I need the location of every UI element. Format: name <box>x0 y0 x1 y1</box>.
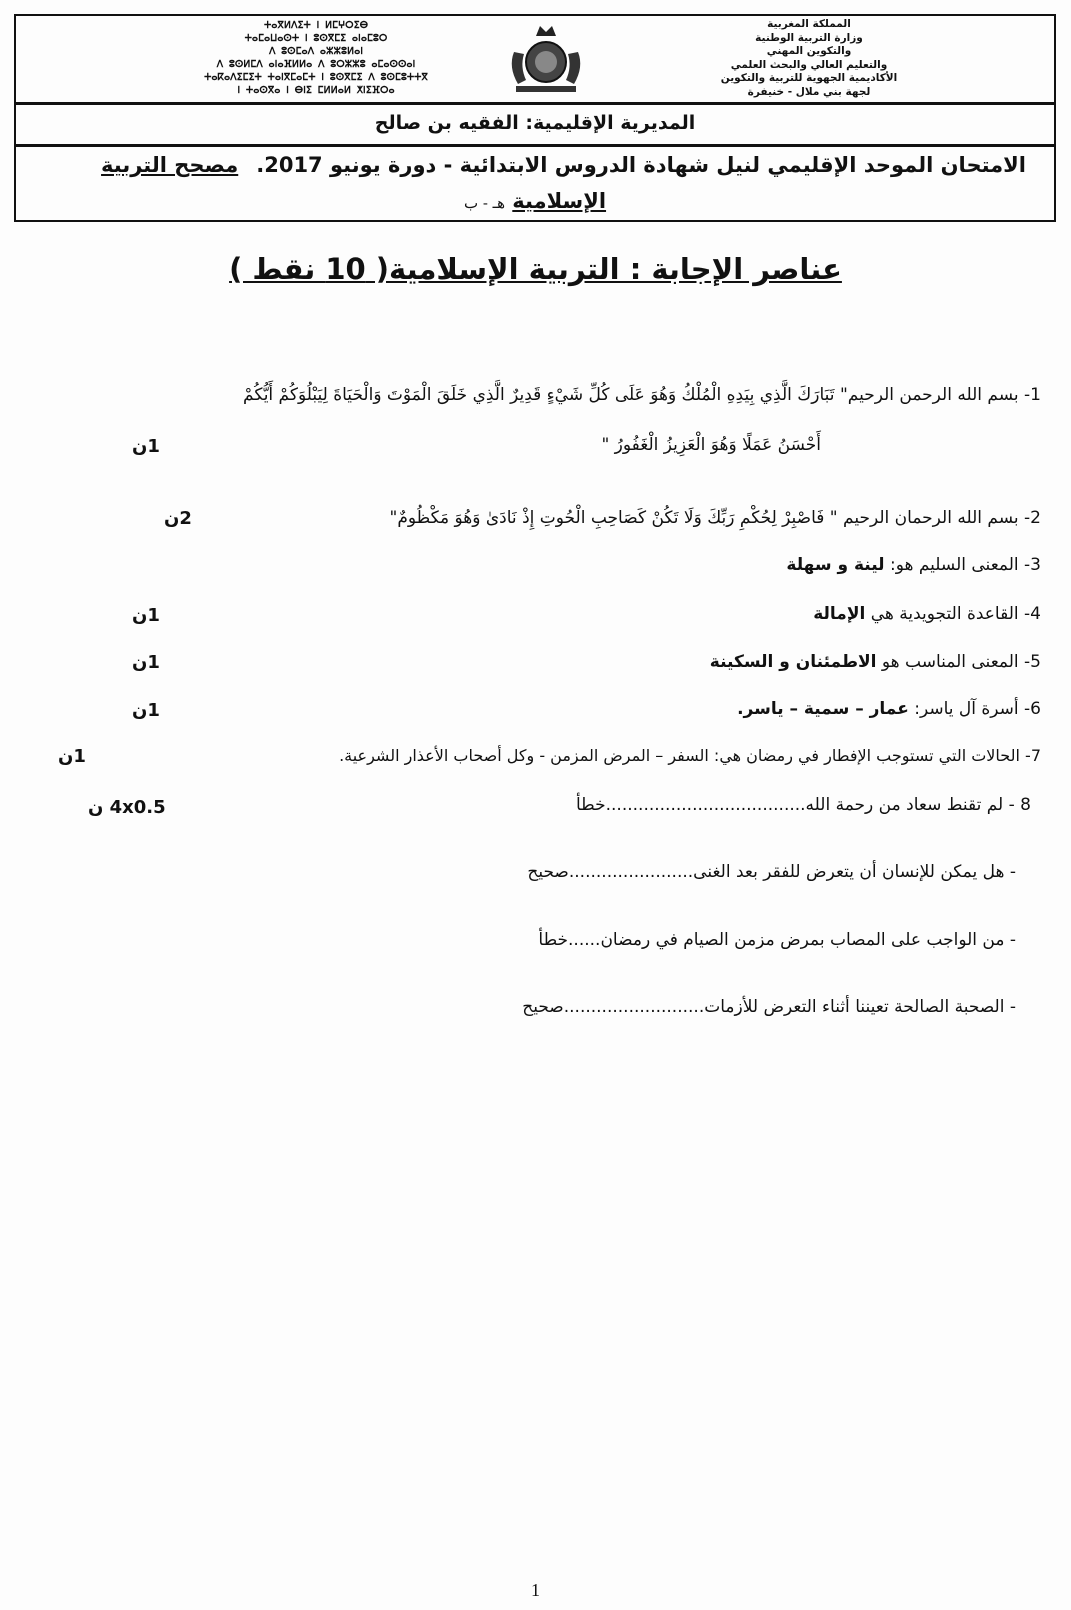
points: 1ن <box>132 436 160 457</box>
answer-1-cont: أَحْسَنُ عَمَلًا وَهُوَ الْعَزِيزُ الْغَفُورُ " <box>601 435 821 455</box>
directorate: المديرية الإقليمية: الفقيه بن صالح <box>16 102 1054 147</box>
arabic-line: والتعليم العالي والبحث العلمي <box>730 58 888 71</box>
tifinagh-ministry-name <box>116 19 516 97</box>
tifinagh-line: ⴷ ⵓⵙⵎⴰⴷ ⴰⵣⵣⵓⵍⴰⵏ <box>268 46 364 57</box>
answer-8: 8 - لم تقنط سعاد من رحمة الله.....................................خطأ <box>575 795 1031 815</box>
points: 1ن <box>132 700 160 721</box>
tifinagh-line: ⵜⴰⴽⴰⴷⵉⵎⵉⵜ ⵜⴰⵏⴳⵎⴰⵎⵜ ⵏ ⵓⵙⴳⵎⵉ ⴷ ⵓⵙⵎⵓⵜⵜⴳ <box>204 72 428 83</box>
subject-label: مصحح التربية <box>101 153 239 177</box>
exam-info <box>16 147 1054 222</box>
answer-5 <box>710 652 1041 672</box>
points: 1ن <box>132 652 160 673</box>
answer-8d: - الصحبة الصالحة تعيننا أثناء التعرض للأزمات..........................صحيح <box>522 997 1016 1017</box>
answer-value: الإمالة <box>813 604 866 624</box>
moroccan-coat-of-arms-icon <box>506 22 586 96</box>
answer-value: عمار – سمية – ياسر. <box>737 699 909 719</box>
points: 2ن <box>164 508 192 529</box>
arabic-line: وزارة التربية الوطنية <box>755 31 863 44</box>
answer-7: 7- الحالات التي تستوجب الإفطار في رمضان هي: السفر – المرض المزمن - وكل أصحاب الأعذار الشرعية. <box>339 746 1041 765</box>
tifinagh-line: ⵏ ⵜⴰⵙⴳⴰ ⵏ ⴱⵏⵉ ⵎⵍⵍⴰⵍ ⵅⵏⵉⴼⵔⴰ <box>237 85 395 96</box>
arabic-line: الأكاديمية الجهوية للتربية والتكوين <box>720 72 898 84</box>
points: 1ن <box>58 746 86 767</box>
answer-8c: - من الواجب على المصاب بمرض مزمن الصيام في رمضان......خطأ <box>538 930 1016 950</box>
points: 4x0.5 ن <box>88 797 166 818</box>
page-number: 1 <box>531 1580 540 1600</box>
page-title: عناصر الإجابة : التربية الإسلامية( 10 نقط ) <box>229 252 842 286</box>
answer-2: 2- بسم الله الرحمان الرحيم " فَاصْبِرْ لِحُكْمِ رَبِّكَ وَلَا تَكُنْ كَصَاحِبِ الْحُوتِ إِذْ نَادَىٰ وَهُوَ مَكْظُومٌ" <box>389 508 1041 528</box>
answer-8b: - هل يمكن للإنسان أن يتعرض للفقر بعد الغنى.......................صحيح <box>527 862 1016 882</box>
arabic-line: لجهة بني ملال - خنيفرة <box>747 85 871 98</box>
answer-value: لينة و سهلة <box>786 555 885 575</box>
subject-label-cont: الإسلامية <box>512 189 607 213</box>
answer-1: 1- بسم الله الرحمن الرحيم" تَبَارَكَ الَّذِي بِيَدِهِ الْمُلْكُ وَهُوَ عَلَى كُلِّ شَيْءٍ قَدِيرٌ الَّذِي خَلَقَ الْمَوْتَ وَالْحَيَاةَ لِيَبْلُوَكُمْ أَيُّكُمْ <box>243 385 1041 405</box>
exam-header <box>14 14 1056 222</box>
ministry-banner <box>16 16 1054 105</box>
answer-prefix: 5- المعنى المناسب هو <box>876 652 1041 672</box>
handwritten-mark: هـ - ب <box>463 194 505 212</box>
answer-prefix: 4- القاعدة التجويدية هي <box>865 604 1041 624</box>
arabic-line: والتكوين المهني <box>766 45 852 57</box>
arabic-line: المملكة المغربية <box>767 18 851 30</box>
arabic-ministry-name <box>644 18 974 99</box>
exam-title: الامتحان الموحد الإقليمي لنيل شهادة الدروس الابتدائية - دورة يونيو 2017. <box>256 153 1026 177</box>
tifinagh-line: ⵜⴰⵎⴰⵡⴰⵙⵜ ⵏ ⵓⵙⴳⵎⵉ ⴰⵏⴰⵎⵓⵔ <box>244 33 388 44</box>
answer-prefix: 3- المعنى السليم هو: <box>884 555 1041 575</box>
answer-prefix: 6- أسرة آل ياسر: <box>908 699 1041 719</box>
answer-4 <box>813 604 1041 624</box>
answer-6 <box>737 699 1041 719</box>
tifinagh-line: ⴷ ⵓⵙⵍⵎⴷ ⴰⵏⴰⴼⵍⵍⴰ ⴷ ⵓⵔⵣⵣⵓ ⴰⵎⴰⵙⵙⴰⵏ <box>216 59 416 70</box>
answer-value: الاطمئنان و السكينة <box>709 652 877 672</box>
answer-3 <box>786 555 1041 575</box>
points: 1ن <box>132 605 160 626</box>
tifinagh-line: ⵜⴰⴳⵍⴷⵉⵜ ⵏ ⵍⵎⵖⵔⵉⴱ <box>263 20 369 31</box>
